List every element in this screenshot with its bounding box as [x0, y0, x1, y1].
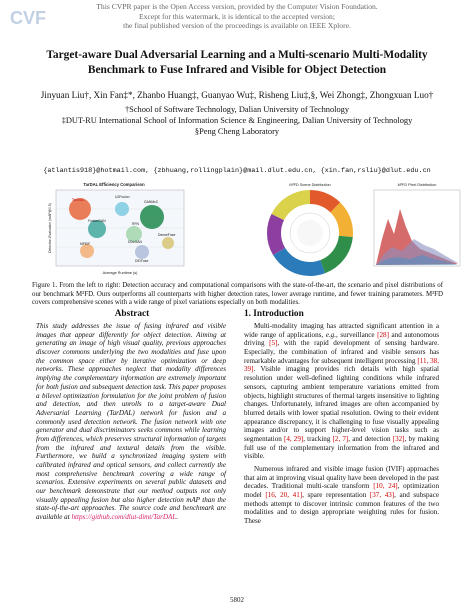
citation-link[interactable]: [11, 38, 39] [244, 356, 439, 374]
page-number: 5802 [230, 596, 244, 604]
citation-link[interactable]: [16, 20, 41] [265, 491, 303, 500]
watermark-line: the final published version of the proceedings is available on IEEE Xplore. [123, 21, 351, 31]
donut-core [297, 220, 323, 246]
watermark [60, 2, 414, 31]
title-line: Benchmark to Fuse Infrared and Visible for Object Detection [87, 64, 387, 76]
method-label: GANMcC [144, 200, 159, 204]
teaser-figure [42, 179, 462, 281]
method-label: DIDFuse [135, 259, 149, 263]
figure-caption: Figure 1. From the left to right: Detection accuracy and computational comparisons with the state-of-the-art, the scenario and pixel distributions of our benchmark M³FD. Ours outperforms all counterparts with higher detection rates, lower average runtime, and fewer training parameters. M³FD covers comprehensive scenes with a wide range of pixel variations especially on both modalities. [32, 282, 443, 307]
method-bubble [162, 237, 174, 249]
method-label: MFEIF [80, 242, 91, 246]
method-label: RFN [132, 222, 139, 226]
abstract-heading: Abstract [114, 309, 150, 319]
pixel-distribution-chart [374, 183, 460, 266]
code-link[interactable]: https://github.com/dlut-dimt/TarDAL [71, 513, 177, 522]
method-label: DenseFuse [158, 233, 176, 237]
y-axis-label: Detection Evaluation (mAP@0.5) [48, 203, 52, 253]
affiliation: §Peng Cheng Laboratory [194, 127, 280, 136]
intro-paragraph: Multi-modality imaging has attracted significant attention in a wide range of applications, e.g., surveillance [28] and autonomous driving [5], with the rapid development of sensing hardware. Especially, the combination of infrared and visible sensors has remarkable advantages for subsequent intelligent processing [11, 38, 39]. Visible imaging provides rich details with high spatial resolution under well-defined lighting conditions while infrared sensors, capturing ambient temperature variations emitted from objects, highlight structures of thermal targets insensitive to lighting changes. Unfortunately, infrared images are often accompanied by blurred details with lower spatial resolution. Owing to their evident appearance discrepancy, it is challenging to fuse visually appealing images and/or to support higher-level vision tasks such as segmentation [4, 29], tracking [2, 7], and detection [32], by making full use of the complementary information from the infrared and visible. [244, 322, 440, 461]
affiliation: †School of Software Technology, Dalian University of Technology [124, 105, 350, 114]
abstract-end: . [176, 513, 179, 522]
citation-link[interactable]: [32] [392, 434, 405, 443]
citation-link[interactable]: [5] [269, 339, 278, 348]
intro-paragraph: Numerous infrared and visible image fusion (IVIF) approaches that aim at improving visual quality have been developed in the past decades. Traditional multi-scale transform [10, 24], optimization model [16, 20, 41], spare representation [37, 43], and subspace methods attempt to discover intrinsic common features of the two modalities and to design appropriate weighting rules for fusion. These [244, 465, 439, 526]
method-bubble [115, 202, 129, 216]
method-label: TarDAL [72, 198, 85, 202]
title-line: Target-aware Dual Adversarial Learning and a Multi-scenario Multi-Modality [46, 49, 428, 61]
method-label: DDcGAN [128, 240, 142, 244]
citation-link[interactable]: [2, 7] [332, 434, 349, 443]
efficiency-chart-title: TarDAL Efficiency Comparison [83, 182, 145, 187]
method-bubble [135, 245, 149, 259]
citation-link[interactable]: [10, 24] [373, 482, 398, 491]
method-label: U2Fusion [115, 195, 130, 199]
abstract-text [36, 322, 226, 522]
citation-link[interactable]: [37, 43] [369, 491, 395, 500]
introduction-heading: 1. Introduction [244, 309, 304, 319]
citation-link[interactable]: [4, 29] [283, 434, 304, 443]
paper-title [20, 48, 454, 78]
author-emails: {atlantis918}@hotmail.com, {zbhuang,rollingplain}@mail.dlut.edu.cn, {xin.fan,rsliu}@dlut.edu.cn [43, 167, 431, 175]
efficiency-chart [48, 182, 184, 275]
cvf-logo-text: CVF [10, 8, 46, 28]
x-axis-label: Average Runtime (s) [102, 271, 138, 275]
citation-link[interactable]: [28] [377, 330, 389, 339]
scene-chart-title: M³FD Scene Distribution [289, 183, 331, 187]
author-list: Jinyuan Liu†, Xin Fan‡*, Zhanbo Huang‡, Guanyao Wu‡, Risheng Liu‡,§, Wei Zhong‡, Zhongxuan Luo† [40, 90, 434, 100]
affiliation: ‡DUT-RU International School of Information Science & Engineering, Dalian University of Technology [61, 116, 413, 125]
method-bubble [140, 205, 164, 229]
scene-distribution-chart [274, 183, 346, 269]
author-block [15, 89, 459, 137]
cvf-logo [10, 6, 54, 28]
watermark-line: Except for this watermark, it is identical to the accepted version; [139, 11, 335, 21]
method-bubble [80, 244, 94, 258]
abstract-body: This study addresses the issue of fusing infrared and visible images that appear differently for object detection. Aiming at generating an image of high visual quality, previous approaches discover commons underlying the two modalities and fuse upon the common space either by iterative optimization or deep networks. These approaches neglect that modality differences implying the complementary information are extremely important for both fusion and subsequent detection task. This paper proposes a bilevel optimization formulation for the joint problem of fusion and detection, and then unrolls to a target-aware Dual Adversarial Learning (TarDAL) network for fusion and a commonly used detection network. The fusion network with one generator and dual discriminators seeks commons while learning from differences, which preserves structural information of targets from the infrared and textural details from the visible. Furthermore, we build a synchronized imaging system with calibrated infrared and optical sensors, and collect currently the most comprehensive benchmark covering a wide range of scenarios. Extensive experiments on several public datasets and our benchmark demonstrate that our method outputs not only visually appealing fusion but also higher detection mAP than the state-of-the-art approaches. The source code and benchmark are available at [36, 322, 226, 522]
watermark-line: This CVPR paper is the Open Access version, provided by the Computer Vision Foundation. [96, 2, 378, 11]
introduction-text [244, 322, 439, 526]
pixel-chart-title: M³FD Pixel Distribution [397, 183, 437, 187]
method-label: FusionGAN [88, 219, 106, 223]
